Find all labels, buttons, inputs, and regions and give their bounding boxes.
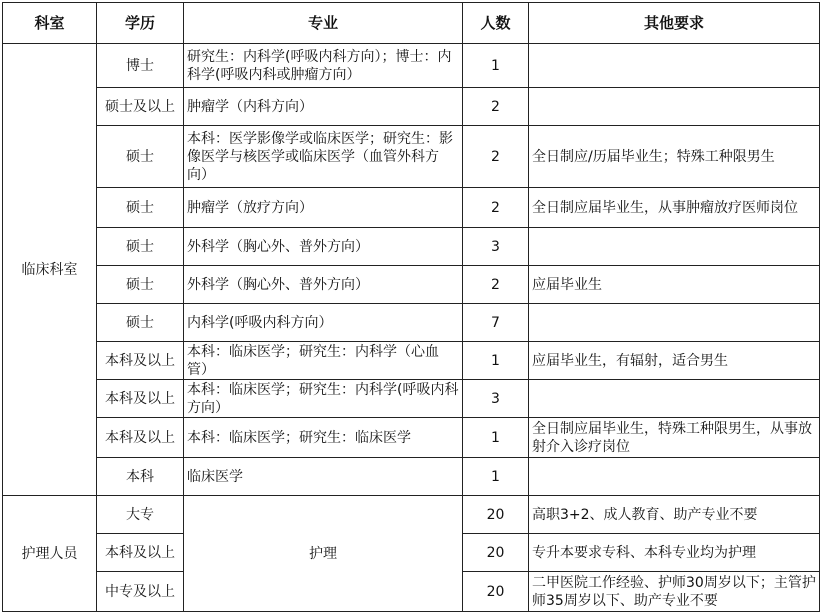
header-major: 专业 <box>184 3 463 44</box>
major-cell: 本科：临床医学；研究生：内科学（心血管） <box>184 342 463 380</box>
requirements-cell: 全日制应届毕业生，从事肿瘤放疗医师岗位 <box>529 188 820 228</box>
count-cell: 1 <box>463 342 529 380</box>
major-cell: 临床医学 <box>184 458 463 496</box>
education-cell: 硕士及以上 <box>97 88 184 126</box>
education-cell: 本科及以上 <box>97 418 184 458</box>
header-dept: 科室 <box>3 3 97 44</box>
major-cell: 本科：临床医学；研究生：内科学(呼吸内科方向） <box>184 380 463 418</box>
header-education: 学历 <box>97 3 184 44</box>
major-cell: 肿瘤学（放疗方向） <box>184 188 463 228</box>
count-cell: 1 <box>463 458 529 496</box>
table-row <box>3 44 820 88</box>
education-cell: 硕士 <box>97 228 184 266</box>
table-row <box>3 380 820 418</box>
requirements-cell <box>529 380 820 418</box>
education-cell: 硕士 <box>97 126 184 188</box>
table-row <box>3 266 820 304</box>
header-count: 人数 <box>463 3 529 44</box>
requirements-cell <box>529 88 820 126</box>
education-cell: 硕士 <box>97 188 184 228</box>
table-row <box>3 418 820 458</box>
recruitment-table <box>2 2 820 612</box>
major-cell: 本科：医学影像学或临床医学；研究生：影像医学与核医学或临床医学（血管外科方向） <box>184 126 463 188</box>
education-cell: 本科及以上 <box>97 380 184 418</box>
count-cell: 3 <box>463 228 529 266</box>
requirements-cell: 高职3+2、成人教育、助产专业不要 <box>529 496 820 534</box>
count-cell: 7 <box>463 304 529 342</box>
header-requirements: 其他要求 <box>529 3 820 44</box>
count-cell: 1 <box>463 418 529 458</box>
education-cell: 中专及以上 <box>97 572 184 612</box>
requirements-cell <box>529 228 820 266</box>
requirements-cell: 全日制应/历届毕业生；特殊工种限男生 <box>529 126 820 188</box>
requirements-cell <box>529 304 820 342</box>
count-cell: 3 <box>463 380 529 418</box>
education-cell: 硕士 <box>97 266 184 304</box>
count-cell: 20 <box>463 534 529 572</box>
major-cell: 内科学(呼吸内科方向） <box>184 304 463 342</box>
dept-cell-clinical: 临床科室 <box>3 44 97 496</box>
count-cell: 20 <box>463 496 529 534</box>
major-cell: 外科学（胸心外、普外方向） <box>184 228 463 266</box>
education-cell: 本科及以上 <box>97 342 184 380</box>
major-cell: 研究生：内科学(呼吸内科方向）；博士：内科学(呼吸内科或肿瘤方向） <box>184 44 463 88</box>
major-cell-nursing: 护理 <box>184 496 463 612</box>
table-row <box>3 458 820 496</box>
requirements-cell <box>529 458 820 496</box>
education-cell: 硕士 <box>97 304 184 342</box>
count-cell: 2 <box>463 188 529 228</box>
table-row <box>3 126 820 188</box>
dept-cell-nursing: 护理人员 <box>3 496 97 612</box>
education-cell: 本科及以上 <box>97 534 184 572</box>
table-row <box>3 228 820 266</box>
major-cell: 本科：临床医学；研究生：临床医学 <box>184 418 463 458</box>
count-cell: 2 <box>463 88 529 126</box>
table-row <box>3 342 820 380</box>
major-cell: 肿瘤学（内科方向） <box>184 88 463 126</box>
count-cell: 2 <box>463 126 529 188</box>
requirements-cell: 应届毕业生 <box>529 266 820 304</box>
education-cell: 本科 <box>97 458 184 496</box>
requirements-cell: 二甲医院工作经验、护师30周岁以下；主管护师35周岁以下、助产专业不要 <box>529 572 820 612</box>
education-cell: 博士 <box>97 44 184 88</box>
requirements-cell: 专升本要求专科、本科专业均为护理 <box>529 534 820 572</box>
table-row <box>3 188 820 228</box>
table-row <box>3 304 820 342</box>
count-cell: 1 <box>463 44 529 88</box>
requirements-cell: 全日制应届毕业生，特殊工种限男生，从事放射介入诊疗岗位 <box>529 418 820 458</box>
count-cell: 2 <box>463 266 529 304</box>
table-row <box>3 496 820 534</box>
header-row <box>3 3 820 44</box>
requirements-cell <box>529 44 820 88</box>
education-cell: 大专 <box>97 496 184 534</box>
major-cell: 外科学（胸心外、普外方向） <box>184 266 463 304</box>
requirements-cell: 应届毕业生，有辐射，适合男生 <box>529 342 820 380</box>
count-cell: 20 <box>463 572 529 612</box>
table-row <box>3 88 820 126</box>
